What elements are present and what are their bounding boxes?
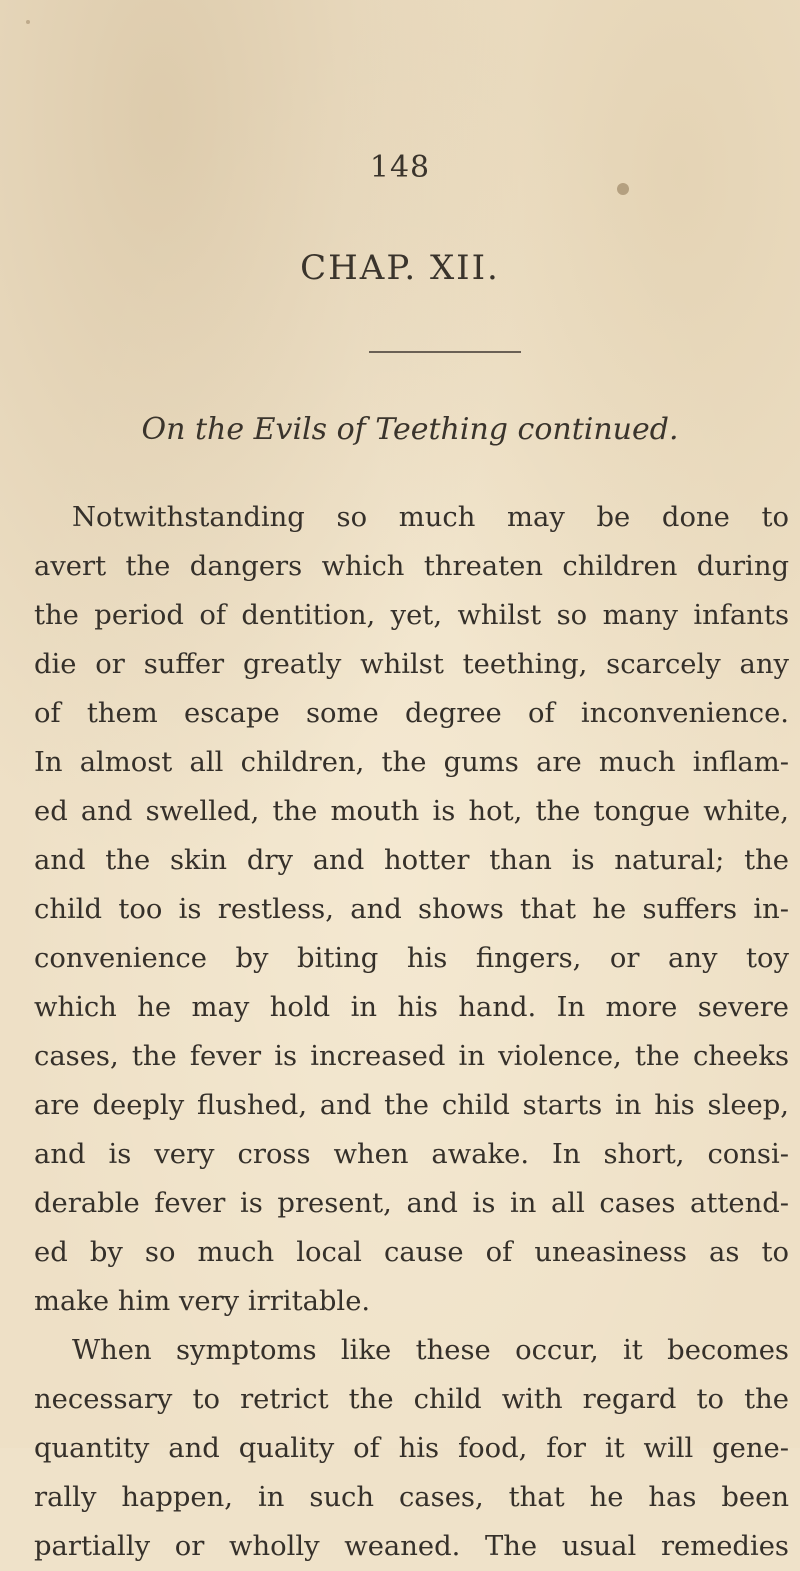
text-line: the period of dentition, yet, whilst so many infants (34, 600, 789, 631)
text-line: In almost all children, the gums are much inflam- (34, 747, 789, 778)
page-number: 148 (369, 150, 431, 185)
text-line: ed and swelled, the mouth is hot, the tongue white, (34, 796, 789, 827)
chapter-subtitle: On the Evils of Teething continued. (141, 412, 679, 447)
text-line: and is very cross when awake. In short, consi- (34, 1139, 789, 1170)
text-line: cases, the fever is increased in violence, the cheeks (34, 1041, 789, 1072)
text-line: necessary to retrict the child with regard to the (34, 1384, 789, 1415)
ink-stain (26, 20, 30, 24)
text-line: rally happen, in such cases, that he has been (34, 1482, 789, 1513)
text-line: quantity and quality of his food, for it will gene- (34, 1433, 789, 1464)
text-line: of them escape some degree of inconvenience. (34, 698, 789, 729)
text-line: child too is restless, and shows that he suffers in- (34, 894, 789, 925)
divider-rule (369, 351, 521, 353)
body-text (34, 493, 789, 1571)
text-line: are deeply flushed, and the child starts in his sleep, (34, 1090, 789, 1121)
text-line: which he may hold in his hand. In more severe (34, 992, 789, 1023)
text-line: When symptoms like these occur, it becomes (72, 1335, 789, 1366)
text-line: Notwithstanding so much may be done to (72, 502, 789, 533)
chapter-heading: CHAP. XII. (300, 248, 500, 288)
text-line: and the skin dry and hotter than is natural; the (34, 845, 789, 876)
text-line: derable fever is present, and is in all cases attend- (34, 1188, 789, 1219)
text-line: partially or wholly weaned. The usual remedies (34, 1531, 789, 1562)
text-line: make him very irritable. (34, 1286, 371, 1317)
text-line: avert the dangers which threaten children during (34, 551, 789, 582)
text-line: convenience by biting his fingers, or any toy (34, 943, 789, 974)
text-line: die or suffer greatly whilst teething, scarcely any (34, 649, 789, 680)
text-line: ed by so much local cause of uneasiness as to (34, 1237, 789, 1268)
